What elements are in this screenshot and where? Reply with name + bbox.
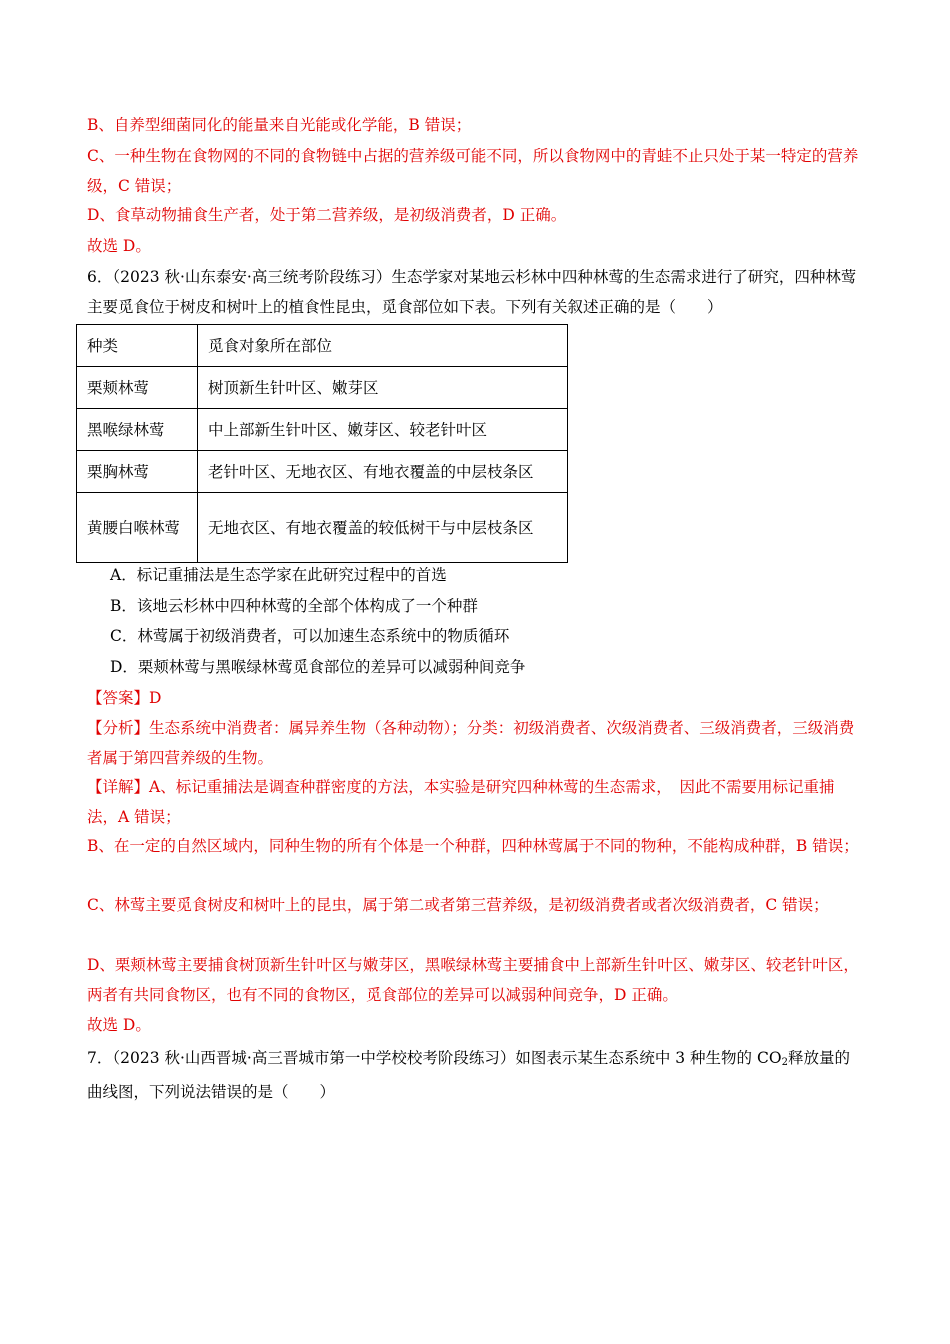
option-d: D．栗颊林莺与黑喉绿林莺觅食部位的差异可以减弱种间竞争	[110, 658, 526, 676]
table-header-cell: 种类	[77, 325, 198, 367]
co2-subscript: 2	[781, 1057, 788, 1068]
analysis-text: 【分析】生态系统中消费者：属异养生物（各种动物）；分类：初级消费者、次级消费者、三级消费者，三级消费者属于第四营养级的生物。	[87, 719, 855, 767]
question-7-stem-start: 7．（2023 秋·山西晋城·高三晋城市第一中学校校考阶段练习）如图表示某生态系统中 3 种生物的 CO	[87, 1049, 782, 1067]
table-cell: 栗颊林莺	[77, 367, 198, 409]
question-6-stem: 6．（2023 秋·山东泰安·高三统考阶段练习）生态学家对某地云杉林中四种林莺的生态需求进行了研究，四种林莺主要觅食位于树皮和树叶上的植食性昆虫，觅食部位如下表。下列有关叙述正确的是（ ）	[87, 268, 857, 316]
table-cell: 中上部新生针叶区、嫩芽区、较老针叶区	[198, 409, 568, 451]
prev-answer-b: B、自养型细菌同化的能量来自光能或化学能，B 错误；	[87, 116, 472, 134]
table-row	[77, 409, 568, 451]
detail-c: C、林莺主要觅食树皮和树叶上的昆虫，属于第二或者第三营养级，是初级消费者或者次级消费者，C 错误；	[87, 896, 829, 914]
table-cell: 老针叶区、无地衣区、有地衣覆盖的中层枝条区	[198, 451, 568, 493]
option-b: B．该地云杉林中四种林莺的全部个体构成了一个种群	[110, 597, 478, 615]
prev-answer-c: C、一种生物在食物网的不同的食物链中占据的营养级可能不同，所以食物网中的青蛙不止只处于某一特定的营养级，C 错误；	[87, 147, 859, 195]
prev-answer-d: D、食草动物捕食生产者，处于第二营养级，是初级消费者，D 正确。	[87, 206, 567, 224]
table-cell: 栗胸林莺	[77, 451, 198, 493]
prev-conclusion: 故选 D。	[87, 237, 151, 255]
option-a: A．标记重捕法是生态学家在此研究过程中的首选	[110, 566, 447, 584]
foraging-table	[76, 324, 568, 563]
table-row	[77, 451, 568, 493]
answer-label: 【答案】D	[87, 689, 162, 707]
table-cell: 黑喉绿林莺	[77, 409, 198, 451]
table-header-cell: 觅食对象所在部位	[198, 325, 568, 367]
table-header-row	[77, 325, 568, 367]
detail-d: D、栗颊林莺主要捕食树顶新生针叶区与嫩芽区，黑喉绿林莺主要捕食中上部新生针叶区、嫩芽区、较老针叶区，两者有共同食物区，也有不同的食物区，觅食部位的差异可以减弱种间竞争，D 正确。	[87, 956, 859, 1004]
q6-conclusion: 故选 D。	[87, 1016, 151, 1034]
table-cell: 黄腰白喉林莺	[77, 493, 198, 563]
question-7-stem-end: 释放量的曲线图，下列说法错误的是（ ）	[87, 1049, 850, 1101]
table-cell: 树顶新生针叶区、嫩芽区	[198, 367, 568, 409]
table-cell: 无地衣区、有地衣覆盖的较低树干与中层枝条区	[198, 493, 568, 563]
detail-a: 【详解】A、标记重捕法是调查种群密度的方法，本实验是研究四种林莺的生态需求， 因此不需要用标记重捕法，A 错误；	[87, 778, 835, 826]
option-c: C．林莺属于初级消费者，可以加速生态系统中的物质循环	[110, 627, 510, 645]
question-7-stem	[87, 1044, 863, 1107]
table-row	[77, 367, 568, 409]
table-row	[77, 493, 568, 563]
detail-b: B、在一定的自然区域内，同种生物的所有个体是一个种群，四种林莺属于不同的物种，不能构成种群，B 错误；	[87, 837, 859, 855]
